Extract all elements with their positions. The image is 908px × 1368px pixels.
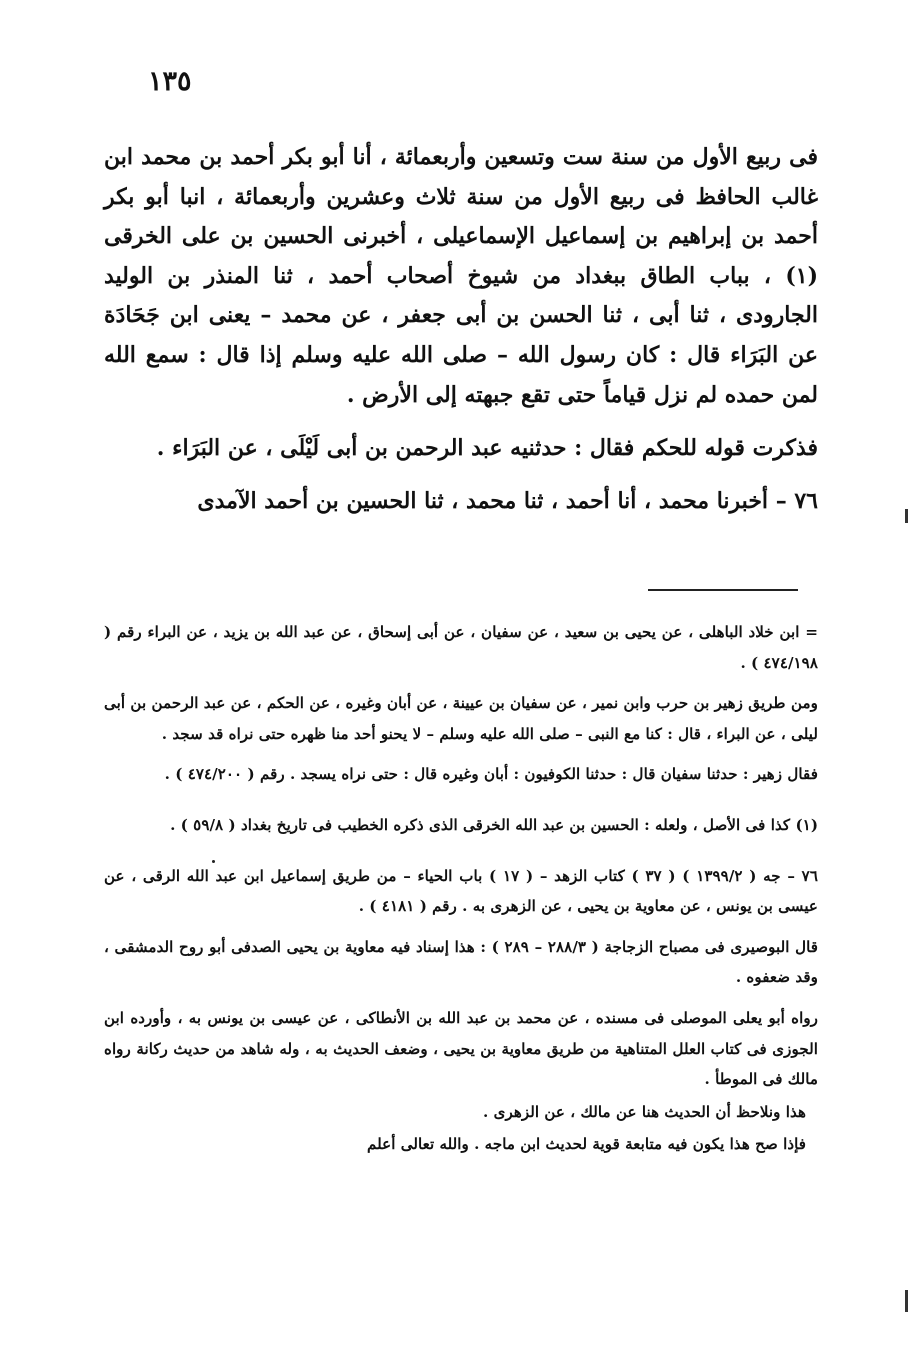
scan-speck xyxy=(212,860,215,863)
page-number: ١٣٥ xyxy=(148,66,192,97)
footnote-busiri: قال البوصيرى فى مصباح الزجاجة ( ٢٨٨/٣ – ٢٨٩ ) : هذا إسناد فيه معاوية بن يحيى الصدفى أبو روح الدمشقى ، وقد ضعفوه . xyxy=(104,937,819,987)
footnote-zuhair-quote: فقال زهير : حدثنا سفيان قال : حدثنا الكوفيون : أبان وغيره قال : حتى نراه يسجد . رقم ( ٤٧٤/٢٠٠ ) . xyxy=(164,765,818,784)
footnote-continuation: = ابن خلاد الباهلى ، عن يحيى بن سعيد ، عن سفيان ، عن أبى إسحاق ، عن عبد الله بن يزيد ، عن البراء رقم ( ٤٧٤/١٩٨ ) . xyxy=(104,623,818,672)
footnote-abu-yala: رواه أبو يعلى الموصلى فى مسنده ، عن محمد بن عبد الله بن الأنطاكى ، عن عيسى بن يونس به ، وأورده ابن الجوزى فى كتاب العلل المتناهية من طريق معاوية بن يحيى ، وضعف الحديث به ، وله شاهد من حديث ركانة رواه مالك فى الموطأ . xyxy=(104,1008,818,1089)
main-paragraph-hadith-76: ٧٦ – أخبرنا محمد ، أنا أحمد ، ثنا محمد ، ثنا الحسين بن أحمد الآمدى xyxy=(197,487,818,514)
footnotes-section xyxy=(104,617,818,1162)
footnote-76-source: ٧٦ – جه ( ١٣٩٩/٢ ) ( ٣٧ ) كتاب الزهد – ( ١٧ ) باب الحياء – من طريق إسماعيل ابن عبد الله الرقى ، عن عيسى بن يونس ، عن معاوية بن يحيى ، عن الزهرى به . رقم ( ٤١٨١ ) . xyxy=(104,866,818,916)
footnote-divider xyxy=(648,589,798,591)
footnote-note: هذا ونلاحظ أن الحديث هنا عن مالك ، عن الزهرى . xyxy=(483,1102,806,1121)
main-paragraph-hakam: فذكرت قوله للحكم فقال : حدثنيه عبد الرحمن بن أبى لَيْلَى ، عن البَرَاء . xyxy=(156,435,818,462)
footnote-1: (١) كذا فى الأصل ، ولعله : الحسين بن عبد الله الخرقى الذى ذكره الخطيب فى تاريخ بغداد ( ٥٩/٨ ) . xyxy=(170,815,818,834)
footnote-zuhair-route: ومن طريق زهير بن حرب وابن نمير ، عن سفيان بن عيينة ، عن أبان وغيره ، عن الحكم ، عن عبد الرحمن بن أبى ليلى ، عن البراء ، قال : كنا مع النبى – صلى الله عليه وسلم – لا يحنو أحد منا ظهره حتى نراه قد سجد . xyxy=(104,694,818,743)
footnote-conclusion: فإذا صح هذا يكون فيه متابعة قوية لحديث ابن ماجه . والله تعالى أعلم xyxy=(367,1135,806,1154)
main-paragraph-hadith: فى ربيع الأول من سنة ست وتسعين وأربعمائة ، أنا أبو بكر أحمد بن محمد ابن غالب الحافظ فى ربيع الأول من سنة ثلاث وعشرين وأربعمائة ، انبا أبو بكر أحمد بن إبراهيم بن إسماعيل الإسماعيلى ، أخبرنى الحسين بن على الخرقى (١) ، بباب الطاق ببغداد من شيوخ أصحاب أحمد ، ثنا المنذر بن الوليد الجارودى ، ثنا أبى ، ثنا الحسن بن أبى جعفر ، عن محمد – يعنى ابن جَحَادَة عن البَرَاء قال : كان رسول الله – صلى الله عليه وسلم إذا قال : سمع الله لمن حمده لم نزل قياماً حتى تقع جبهته إلى الأرض . xyxy=(104,144,818,408)
main-body-text xyxy=(104,138,818,521)
